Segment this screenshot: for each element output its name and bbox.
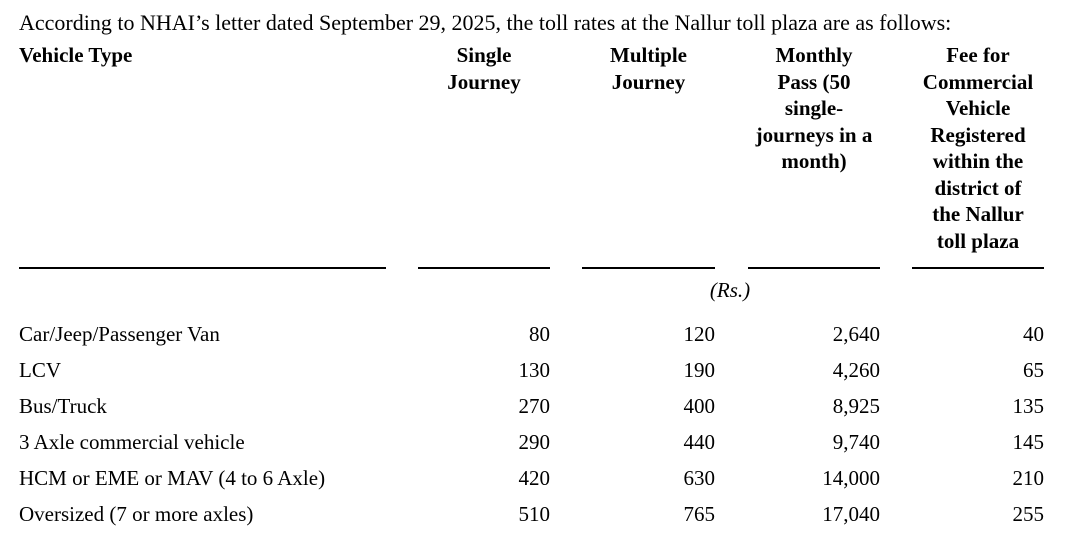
header-line: Vehicle Type [19, 43, 133, 67]
header-rule-single [418, 267, 550, 269]
single-journey-cell: 130 [518, 358, 550, 382]
header-line: Commercial [922, 69, 1034, 94]
header-line: journeys in a [755, 122, 873, 147]
header-line: Fee for [946, 43, 1010, 67]
monthly-pass-cell: 17,040 [822, 502, 880, 526]
intro-text: According to NHAI’s letter dated September 29, 2025, the toll rates at the Nallur toll plaza are as follows: [19, 10, 952, 35]
multiple-journey-cell: 630 [683, 466, 715, 490]
header-line: Registered [930, 122, 1026, 147]
header-rule-multiple [582, 267, 715, 269]
multiple-journey-cell: 440 [683, 430, 715, 454]
header-rule-monthly [748, 267, 880, 269]
table-row [0, 428, 1080, 464]
header-rule-commercial [912, 267, 1044, 269]
header-multiple-journey [582, 42, 715, 95]
multiple-journey-cell: 400 [683, 394, 715, 418]
multiple-journey-cell: 190 [683, 358, 715, 382]
vehicle-type-cell: Car/Jeep/Passenger Van [19, 322, 220, 346]
vehicle-type-cell: LCV [19, 358, 61, 382]
header-line: Journey [447, 69, 521, 94]
single-journey-cell: 270 [518, 394, 550, 418]
multiple-journey-cell: 120 [683, 322, 715, 346]
header-line: Single [456, 43, 512, 67]
commercial-fee-cell: 145 [1012, 430, 1044, 454]
header-line: Journey [611, 69, 686, 94]
header-line: single- [784, 96, 844, 120]
table-row [0, 356, 1080, 392]
header-single-journey [418, 42, 550, 95]
header-vehicle-type [19, 42, 132, 69]
table-row [0, 320, 1080, 356]
monthly-pass-cell: 4,260 [832, 358, 880, 382]
header-line: within the [932, 149, 1024, 173]
header-line: Multiple [610, 43, 687, 67]
commercial-fee-cell: 65 [1023, 358, 1044, 382]
monthly-pass-cell: 8,925 [832, 394, 880, 418]
header-line: Monthly [775, 43, 853, 67]
single-journey-cell: 420 [518, 466, 550, 490]
header-rule-vehicle [19, 267, 386, 269]
multiple-journey-cell: 765 [683, 502, 715, 526]
monthly-pass-cell: 14,000 [822, 466, 880, 490]
vehicle-type-cell: Bus/Truck [19, 394, 107, 418]
single-journey-cell: 290 [518, 430, 550, 454]
header-line: toll plaza [936, 228, 1020, 253]
commercial-fee-cell: 40 [1023, 322, 1044, 346]
commercial-fee-cell: 135 [1012, 394, 1044, 418]
toll-rate-table-body [0, 320, 1080, 536]
header-commercial-fee [912, 42, 1044, 254]
monthly-pass-cell: 9,740 [832, 430, 880, 454]
table-row [0, 500, 1080, 536]
table-row [0, 392, 1080, 428]
vehicle-type-cell: Oversized (7 or more axles) [19, 502, 254, 526]
header-line: district of [934, 175, 1022, 200]
table-row [0, 464, 1080, 500]
single-journey-cell: 80 [529, 322, 550, 346]
header-line: Pass (50 [777, 69, 851, 94]
single-journey-cell: 510 [518, 502, 550, 526]
vehicle-type-cell: HCM or EME or MAV (4 to 6 Axle) [19, 466, 326, 490]
commercial-fee-cell: 210 [1012, 466, 1044, 490]
header-monthly-pass [748, 42, 880, 175]
vehicle-type-cell: 3 Axle commercial vehicle [19, 430, 245, 454]
monthly-pass-cell: 2,640 [832, 322, 880, 346]
header-line: the Nallur [932, 202, 1024, 226]
header-line: Vehicle [945, 96, 1011, 120]
currency-unit-label: (Rs.) [709, 278, 751, 302]
commercial-fee-cell: 255 [1012, 502, 1044, 526]
header-line: month) [781, 149, 847, 173]
